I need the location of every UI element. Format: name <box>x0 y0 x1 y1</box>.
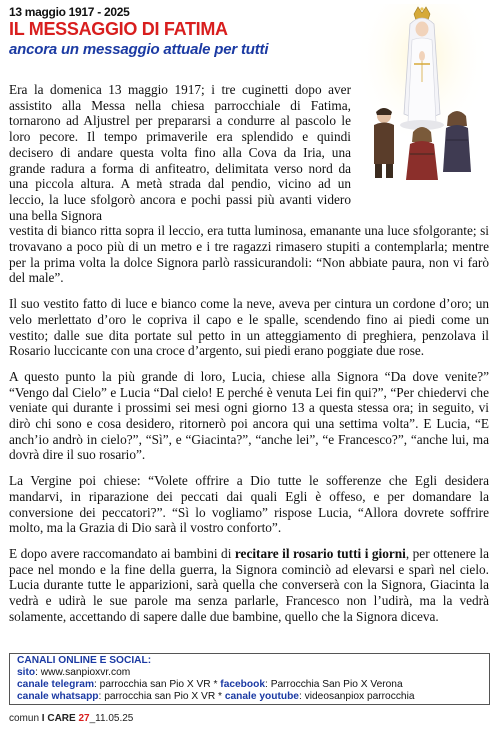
paragraph-5-start: E dopo avere raccomandato ai bambini di <box>9 545 235 561</box>
social-channels-box <box>9 653 490 705</box>
telegram-value: : parrocchia san Pio X VR * <box>94 679 221 690</box>
paragraph-5 <box>9 546 489 625</box>
social-title: CANALI ONLINE E SOCIAL: <box>17 655 152 666</box>
youtube-value: : videosanpiox parrocchia <box>298 691 415 702</box>
paragraph-4: La Vergine poi chiese: “Volete offrire a Dio tutte le sofferenze che Egli desidera mandarvi, in riparazione dei peccati dai quali Egli è offeso, e per domandare la conversione dei peccatori?”. “Sì lo vogliamo” rispose Lucia, “Allora dovrete soffrire molto, ma la Grazia di Dio sarà il vostro conforto”. <box>9 473 489 536</box>
footer <box>9 713 133 724</box>
article-body <box>9 82 489 625</box>
facebook-label: facebook <box>220 679 266 690</box>
footer-prefix: comun <box>9 713 42 724</box>
page-title: IL MESSAGGIO DI FATIMA <box>9 19 228 39</box>
footer-brand: I CARE <box>41 713 76 724</box>
footer-date: _11.05.25 <box>89 713 134 724</box>
paragraph-5-end: , per ottenere la pace nel mondo e la fine della guerra, la Signora cominciò ad elevarsi e sparì nel cielo. Lucia durante tutte le apparizioni, sarà quella che converserà con la Signora, Giacinta la vedrà e udirà le sue parole ma senza parlarle, Francesco non l’udirà, ma la vedrà solamente, accettando di sapere dalle due bambine, quello che la Signora diceva. <box>9 545 489 624</box>
site-line <box>17 667 482 679</box>
paragraph-1-continued: vestita di bianco ritta sopra il leccio, era tutta luminosa, emanante una luce sfolgorante; si trovavano a poco più di un metro e i tre ragazzi rimasero stupiti a contemplarla; mentre per la prima volta la dolce Signora parlò rassicurandoli: “Non abbiate paura, non vi farò del male”. <box>9 223 489 286</box>
footer-issue: 27 <box>75 713 90 724</box>
whatsapp-label: canale whatsapp <box>17 691 99 702</box>
paragraph-2: Il suo vestito fatto di luce e bianco come la neve, aveva per cintura un cordone d’oro; un velo merlettato d’oro le copriva il capo e le spalle, scendendo fino ai piedi come un vestito; dalle sue dita portate sul petto in un atteggiamento di preghiera, penzolava il Rosario luccicante con una croce d’argento, sui piedi erano poggiate due rose. <box>9 296 489 359</box>
paragraph-3: A questo punto la più grande di loro, Lucia, chiese alla Signora “Da dove venite?” “Vengo dal Cielo” e Lucia “Dal cielo! E perché è venuta Lei fin qui?”, “Per chiedervi che veniate qui durante i prossimi sei mesi ogni giorno 13 a questa stessa ora; in seguito, vi dirò chi sono e cosa desidero, ritornerò poi ancora qui una settima volta”. E Lucia, “E anch’io andrò in cielo?”, “Sì”, e “Giacinta?”, “anche lei”, “e Francesco?”, “anche lui, ma dovrà dire il suo rosario”. <box>9 368 489 463</box>
telegram-label: canale telegram <box>17 679 95 690</box>
paragraph-1: Era la domenica 13 maggio 1917; i tre cuginetti dopo aver assistito alla Messa nella chiesa parrocchiale di Fatima, tornarono ad Aljustrel per prepararsi a condurre al pascolo le loro pecore. Il tempo primaverile era splendido e quindi decisero di andare questa volta fino alla Cova da Iria, una grande radura a forma di anfiteatro, delimitata verso nord da una piccola altura. A metà strada dal pendio, vicino ad un leccio, la luce sfolgorò ancora e pochi passi più avanti videro una bella Signora <box>9 82 351 223</box>
page-subtitle: ancora un messaggio attuale per tutti <box>9 41 269 58</box>
header <box>9 5 354 59</box>
telegram-facebook-line <box>17 679 482 691</box>
whatsapp-value: : parrocchia san Pio X VR * <box>98 691 225 702</box>
site-label: sito <box>17 667 36 678</box>
whatsapp-youtube-line <box>17 691 482 703</box>
date-line: 13 maggio 1917 - 2025 <box>9 5 130 19</box>
youtube-label: canale youtube <box>224 691 299 702</box>
rosary-emphasis: recitare il rosario tutti i giorni <box>234 545 406 561</box>
site-link[interactable]: : www.sanpioxvr.com <box>35 667 131 678</box>
facebook-value: : Parrocchia San Pio X Verona <box>265 679 403 690</box>
